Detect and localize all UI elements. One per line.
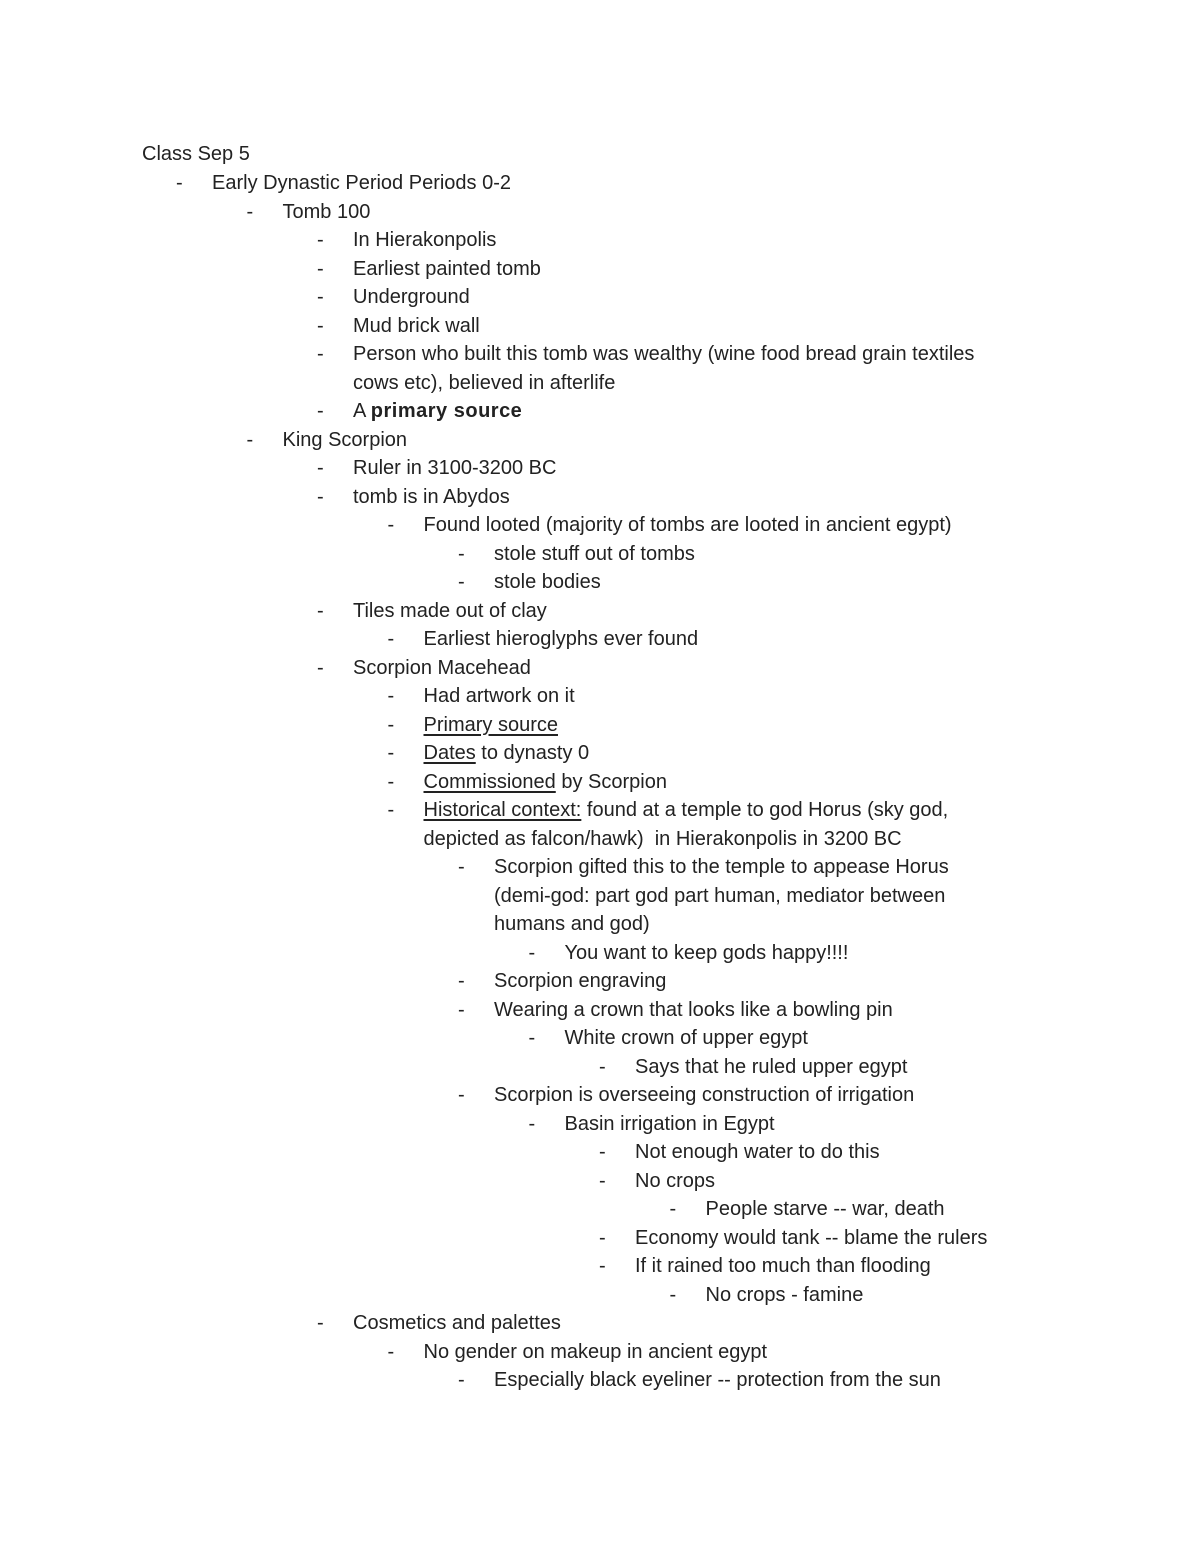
list-item-text [706, 1195, 945, 1224]
text-run: humans and god) [494, 913, 650, 935]
text-run: If it rained too much than flooding [635, 1255, 931, 1277]
bullet-dash: - [317, 656, 324, 679]
list-item-text [353, 312, 480, 341]
page-title: Class Sep 5 [142, 143, 250, 165]
text-run: In Hierakonpolis [353, 229, 497, 251]
text-run: Scorpion Macehead [353, 656, 531, 679]
bullet-dash: - [599, 1226, 606, 1249]
list-item [0, 283, 1200, 312]
text-run: (demi-god: part god part human, mediator between [494, 884, 946, 907]
text-run: Economy would tank -- blame the rulers [635, 1226, 988, 1249]
list-item-text [353, 283, 470, 312]
list-item-text [353, 255, 541, 284]
list-item [0, 1110, 1200, 1139]
list-item [0, 454, 1200, 483]
list-item-text [494, 568, 601, 597]
bullet-dash: - [317, 1312, 324, 1334]
text-run: Basin irrigation in Egypt [564, 1112, 775, 1135]
list-item [0, 796, 1200, 825]
bullet-dash: - [387, 713, 395, 736]
bullet-dash: - [458, 856, 465, 878]
text-run: Tomb 100 [282, 200, 371, 223]
list-item [0, 853, 1200, 882]
bullet-dash: - [458, 542, 465, 565]
text-run: Especially black eyeliner -- protection from the sun [494, 1369, 941, 1391]
list-item-text [494, 1366, 941, 1395]
text-run: Scorpion engraving [494, 970, 667, 992]
text-run: found at a temple to god Horus (sky god, [581, 799, 949, 821]
list-item-text [353, 654, 531, 683]
list-item [0, 1224, 1200, 1253]
underlined-term: Commissioned [423, 770, 556, 793]
list-item-text [565, 1024, 808, 1053]
list-item-text [424, 625, 699, 654]
list-item-text [424, 768, 667, 797]
list-item [0, 1366, 1200, 1395]
bullet-dash: - [317, 343, 324, 365]
bullet-dash: - [528, 941, 536, 964]
list-item [0, 996, 1200, 1025]
list-item-text [706, 1281, 864, 1310]
list-item-text [353, 226, 496, 255]
bullet-dash: - [387, 514, 395, 536]
bullet-dash: - [458, 1369, 465, 1391]
bullet-dash: - [317, 457, 324, 479]
text-run: No gender on makeup in ancient egypt [423, 1340, 768, 1363]
list-item-continuation [0, 369, 1200, 398]
list-item-text [424, 511, 952, 540]
list-item-text [212, 169, 511, 198]
list-item [0, 198, 1200, 227]
list-item [0, 739, 1200, 768]
bullet-dash: - [669, 1283, 677, 1306]
list-item-text [353, 369, 615, 398]
bullet-dash: - [458, 571, 465, 593]
list-item-text [494, 882, 945, 911]
bullet-dash: - [387, 770, 395, 793]
list-item-text [635, 1167, 715, 1196]
text-run: stole stuff out of tombs [494, 542, 695, 565]
text-run: stole bodies [494, 571, 601, 593]
underlined-term: Primary source [423, 713, 558, 736]
bullet-dash: - [387, 799, 395, 821]
list-item-text [635, 1224, 987, 1253]
list-item [0, 483, 1200, 512]
list-item [0, 1309, 1200, 1338]
list-item [0, 682, 1200, 711]
list-item-text [494, 996, 893, 1025]
text-run: People starve -- war, death [705, 1198, 945, 1220]
text-run: by Scorpion [555, 770, 667, 793]
list-item [0, 625, 1200, 654]
bullet-dash: - [387, 742, 395, 764]
list-item-text [494, 540, 695, 569]
list-item [0, 568, 1200, 597]
text-run: Tiles made out of clay [353, 599, 547, 622]
bullet-dash: - [599, 1055, 606, 1078]
text-run: Ruler in 3100-3200 BC [353, 457, 557, 479]
list-item [0, 1338, 1200, 1367]
text-run: Wearing a crown that looks like a bowling pin [494, 998, 893, 1021]
list-item [0, 1081, 1200, 1110]
text-run: Says that he ruled upper egypt [635, 1055, 908, 1078]
list-item [0, 654, 1200, 683]
list-item-text [494, 910, 650, 939]
list-item-text [424, 1338, 768, 1367]
list-item [0, 226, 1200, 255]
list-item [0, 255, 1200, 284]
text-run: You want to keep gods happy!!!! [564, 941, 849, 964]
list-item-text [353, 397, 522, 426]
list-item-text [353, 597, 547, 626]
list-item [0, 711, 1200, 740]
list-item-text [353, 454, 556, 483]
bullet-dash: - [387, 628, 395, 650]
text-run: Early Dynastic Period Periods 0-2 [212, 172, 512, 194]
text-run: depicted as falcon/hawk) in Hierakonpolis in 3200 BC [423, 827, 902, 850]
list-item-text [494, 967, 666, 996]
list-item-text [424, 682, 575, 711]
bold-term: primary source [370, 400, 523, 422]
bullet-dash: - [317, 599, 324, 622]
list-item-text [353, 1309, 561, 1338]
bullet-dash: - [317, 257, 324, 280]
list-item [0, 426, 1200, 455]
bullet-dash: - [317, 229, 324, 251]
text-run: cows etc), believed in afterlife [353, 371, 616, 394]
text-run: Person who built this tomb was wealthy (wine food bread grain textiles [353, 343, 975, 365]
bullet-dash: - [458, 998, 465, 1021]
list-item [0, 1167, 1200, 1196]
list-item-text [494, 853, 949, 882]
text-run: Earliest painted tomb [353, 257, 541, 280]
list-item [0, 597, 1200, 626]
text-run: No crops [635, 1169, 716, 1192]
list-item-text [283, 198, 371, 227]
list-item [0, 397, 1200, 426]
list-item-text [424, 711, 558, 740]
text-run: No crops - famine [705, 1283, 864, 1306]
list-item-text [424, 739, 590, 768]
list-item-continuation [0, 910, 1200, 939]
list-item [0, 340, 1200, 369]
list-item [0, 540, 1200, 569]
list-item-text [635, 1053, 907, 1082]
text-run: Found looted (majority of tombs are looted in ancient egypt) [423, 514, 952, 536]
list-item [0, 1281, 1200, 1310]
list-item-text [353, 483, 510, 512]
list-item-continuation [0, 882, 1200, 911]
text-run: White crown of upper egypt [564, 1027, 808, 1049]
bullet-dash: - [317, 286, 324, 308]
list-item [0, 1138, 1200, 1167]
list-item [0, 1195, 1200, 1224]
list-item [0, 169, 1200, 198]
bullet-dash: - [246, 428, 254, 451]
text-run: Underground [353, 286, 470, 308]
text-run: Scorpion gifted this to the temple to appease Horus [494, 856, 949, 878]
list-item [0, 1252, 1200, 1281]
list-item-text [635, 1252, 931, 1281]
bullet-dash: - [317, 485, 324, 508]
text-run: King Scorpion [282, 428, 408, 451]
text-run: A [353, 400, 371, 422]
text-run: Cosmetics and palettes [353, 1312, 561, 1334]
list-item-text [283, 426, 408, 455]
bullet-dash: - [387, 685, 395, 707]
text-run: tomb is in Abydos [353, 485, 510, 508]
bullet-dash: - [387, 1340, 395, 1363]
text-run: Earliest hieroglyphs ever found [423, 628, 699, 650]
list-item-text [353, 340, 974, 369]
bullet-dash: - [599, 1255, 606, 1277]
list-item [0, 511, 1200, 540]
underlined-term: Historical context: [423, 799, 582, 821]
bullet-dash: - [176, 172, 183, 194]
list-item-continuation [0, 825, 1200, 854]
bullet-dash: - [317, 314, 324, 337]
text-run: Scorpion is overseeing construction of irrigation [494, 1084, 915, 1106]
bullet-dash: - [528, 1027, 536, 1049]
list-item-text [494, 1081, 914, 1110]
list-item-text [565, 1110, 775, 1139]
list-item-text [424, 825, 902, 854]
text-run: Mud brick wall [353, 314, 480, 337]
list-item [0, 1053, 1200, 1082]
bullet-dash: - [246, 200, 254, 223]
text-run: to dynasty 0 [475, 742, 590, 764]
list-item [0, 1024, 1200, 1053]
list-item [0, 939, 1200, 968]
bullet-dash: - [458, 1084, 465, 1106]
list-item-text [424, 796, 949, 825]
bullet-dash: - [599, 1141, 606, 1163]
list-item [0, 312, 1200, 341]
bullet-dash: - [599, 1169, 606, 1192]
text-run: Not enough water to do this [635, 1141, 880, 1163]
bullet-dash: - [528, 1112, 536, 1135]
bullet-dash: - [458, 970, 465, 992]
text-run: Had artwork on it [423, 685, 575, 707]
list-item [0, 967, 1200, 996]
list-item-text [635, 1138, 880, 1167]
underlined-term: Dates [423, 742, 476, 764]
list-item [0, 768, 1200, 797]
bullet-dash: - [669, 1198, 677, 1220]
list-item-text [565, 939, 849, 968]
bullet-dash: - [317, 400, 324, 422]
